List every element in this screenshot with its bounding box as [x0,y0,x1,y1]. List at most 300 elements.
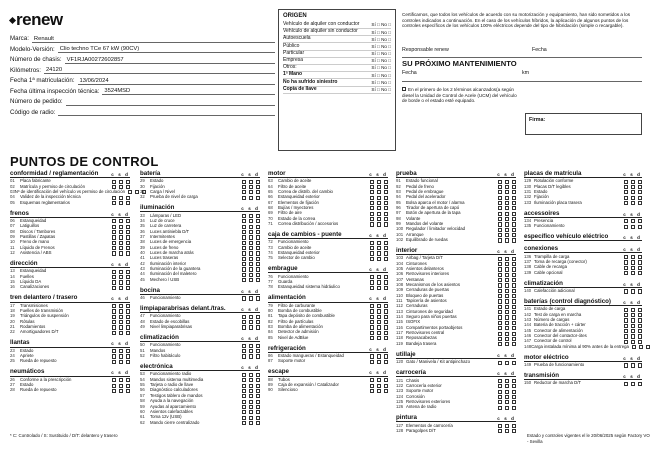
checkbox-c[interactable] [242,251,246,255]
header-field-value[interactable]: 3524MSD [102,87,275,95]
checkbox-d[interactable] [384,196,388,200]
checkbox-c[interactable] [242,230,246,234]
checkbox-s[interactable] [505,332,509,336]
checkbox-s[interactable] [119,196,123,200]
checkbox-c[interactable] [242,219,246,223]
checkbox-c[interactable] [498,337,502,341]
checkbox-s[interactable] [631,260,635,264]
checkbox-s[interactable] [631,308,635,312]
checkbox-s[interactable] [505,257,509,261]
checkbox-s[interactable] [249,219,253,223]
checkbox-s[interactable] [377,201,381,205]
checkbox-c[interactable] [112,309,116,313]
checkbox-d[interactable] [256,185,260,189]
checkbox-s[interactable] [377,304,381,308]
checkbox-d[interactable] [384,201,388,205]
checkbox-c[interactable] [370,320,374,324]
checkbox-s[interactable] [249,257,253,261]
checkbox-c[interactable] [242,354,246,358]
checkbox-d[interactable] [512,289,516,293]
checkbox-c[interactable] [112,196,116,200]
checkbox-c[interactable] [498,315,502,319]
checkbox-s[interactable] [631,340,635,344]
checkbox-d[interactable] [512,262,516,266]
checkbox-d[interactable] [384,331,388,335]
checkbox-c[interactable] [498,222,502,226]
checkbox-s[interactable] [377,389,381,393]
checkbox-c[interactable] [242,394,246,398]
checkbox-d[interactable] [256,354,260,358]
checkbox-s[interactable] [505,342,509,346]
checkbox-c[interactable] [112,219,116,223]
checkbox-c[interactable] [624,255,628,259]
origin-yes-no[interactable]: Sí □ No □ [371,51,391,57]
checkbox-s[interactable] [249,410,253,414]
checkbox-c[interactable] [370,378,374,382]
checkbox-s[interactable] [249,235,253,239]
checkbox-c[interactable] [370,325,374,329]
checkbox-s[interactable] [377,222,381,226]
checkbox-s[interactable] [119,389,123,393]
checkbox-s[interactable] [249,421,253,425]
checkbox-d[interactable] [512,337,516,341]
checkbox-s[interactable] [119,331,123,335]
checkbox-d[interactable] [512,190,516,194]
checkbox-s[interactable] [631,201,635,205]
checkbox-c[interactable] [498,321,502,325]
checkbox-d[interactable] [384,336,388,340]
checkbox-c[interactable] [370,257,374,261]
checkbox-c[interactable] [112,270,116,274]
checkbox-c[interactable] [242,400,246,404]
checkbox-s[interactable] [377,257,381,261]
checkbox-s[interactable] [119,180,123,184]
checkbox-c[interactable] [370,286,374,290]
checkbox-c[interactable] [242,410,246,414]
checkbox-s[interactable] [249,246,253,250]
checkbox-s[interactable] [119,235,123,239]
checkbox-d[interactable] [256,257,260,261]
checkbox-d[interactable] [126,354,130,358]
checkbox-s[interactable] [505,180,509,184]
checkbox-s[interactable] [505,212,509,216]
checkbox-d[interactable] [512,273,516,277]
checkbox-s[interactable] [505,206,509,210]
checkbox-s[interactable] [631,324,635,328]
checkbox-c[interactable] [498,379,502,383]
checkbox-c[interactable] [498,201,502,205]
checkbox-s[interactable] [377,280,381,284]
checkbox-c[interactable] [624,219,628,223]
origin-yes-no[interactable]: Sí □ No □ [371,29,391,35]
checkbox-s[interactable] [505,299,509,303]
checkbox-d[interactable] [256,180,260,184]
checkbox-d[interactable] [512,217,516,221]
checkbox-d[interactable] [256,246,260,250]
checkbox-d[interactable] [384,275,388,279]
checkbox-c[interactable] [370,354,374,358]
checkbox-s[interactable] [249,344,253,348]
checkbox-s[interactable] [377,185,381,189]
checkbox-c[interactable] [624,180,628,184]
checkbox-c[interactable] [242,349,246,353]
checkbox-c[interactable] [370,280,374,284]
checkbox-d[interactable] [384,246,388,250]
checkbox-c[interactable] [498,361,502,365]
checkbox-s[interactable] [119,201,123,205]
checkbox-s[interactable] [249,225,253,229]
checkbox-c[interactable] [370,206,374,210]
checkbox-c[interactable] [624,225,628,229]
checkbox-c[interactable] [498,238,502,242]
checkbox-c[interactable] [370,241,374,245]
checkbox-s[interactable] [505,395,509,399]
checkbox-s[interactable] [249,389,253,393]
checkbox-s[interactable] [377,246,381,250]
checkbox-s[interactable] [135,190,139,194]
checkbox-c[interactable] [498,185,502,189]
checkbox-c[interactable] [242,190,246,194]
checkbox-c[interactable] [370,360,374,364]
checkbox-d[interactable] [126,309,130,313]
checkbox-s[interactable] [505,315,509,319]
checkbox-c[interactable] [370,304,374,308]
checkbox-s[interactable] [119,251,123,255]
checkbox-s[interactable] [377,378,381,382]
checkbox-d[interactable] [638,225,642,229]
checkbox-c[interactable] [498,217,502,221]
checkbox-s[interactable] [249,405,253,409]
checkbox-c[interactable] [242,241,246,245]
checkbox-d[interactable] [512,185,516,189]
checkbox-c[interactable] [624,363,628,367]
checkbox-s[interactable] [505,305,509,309]
checkbox-s[interactable] [119,241,123,245]
checkbox-s[interactable] [377,206,381,210]
checkbox-d[interactable] [512,278,516,282]
checkbox-d[interactable] [126,251,130,255]
checkbox-c[interactable] [242,262,246,266]
checkbox-s[interactable] [119,315,123,319]
checkbox-s[interactable] [249,354,253,358]
checkbox-c[interactable] [498,406,502,410]
header-field-value[interactable]: VF1RJA00272602857 [65,56,275,64]
checkbox-d[interactable] [638,260,642,264]
checkbox-c[interactable] [242,378,246,382]
checkbox-c[interactable] [498,305,502,309]
checkbox-d[interactable] [512,361,516,365]
checkbox-d[interactable] [126,360,130,364]
header-field-value[interactable]: Clio techno TCe 67 kW (90CV) [58,45,275,53]
checkbox-d[interactable] [384,280,388,284]
checkbox-s[interactable] [505,185,509,189]
checkbox-c[interactable] [112,201,116,205]
checkbox-c[interactable] [242,225,246,229]
checkbox-d[interactable] [384,206,388,210]
checkbox-s[interactable] [631,190,635,194]
checkbox-c[interactable] [112,246,116,250]
checkbox-s[interactable] [249,230,253,234]
checkbox-s[interactable] [505,337,509,341]
checkbox-c[interactable] [498,332,502,336]
checkbox-d[interactable] [126,378,130,382]
checkbox-s[interactable] [249,378,253,382]
checkbox-c[interactable] [498,233,502,237]
checkbox-c[interactable] [624,318,628,322]
checkbox-d[interactable] [512,206,516,210]
checkbox-c[interactable] [242,185,246,189]
checkbox-s[interactable] [249,416,253,420]
checkbox-d[interactable] [256,262,260,266]
checkbox-s[interactable] [249,273,253,277]
checkbox-c[interactable] [242,389,246,393]
checkbox-c[interactable] [624,382,628,386]
checkbox-c[interactable] [242,325,246,329]
checkbox-c[interactable] [242,257,246,261]
checkbox-d[interactable] [384,389,388,393]
checkbox-s[interactable] [631,334,635,338]
origin-yes-no[interactable]: Sí □ No □ [371,79,391,85]
checkbox-s[interactable] [249,394,253,398]
checkbox-d[interactable] [512,267,516,271]
checkbox-c[interactable] [112,280,116,284]
checkbox-c[interactable] [498,273,502,277]
checkbox-c[interactable] [624,329,628,333]
checkbox-d[interactable] [126,315,130,319]
checkbox-d[interactable] [256,196,260,200]
checkbox-c[interactable] [498,262,502,266]
checkbox-d[interactable] [512,326,516,330]
checkbox-s[interactable] [249,278,253,282]
checkbox-d[interactable] [512,283,516,287]
checkbox-s[interactable] [377,360,381,364]
checkbox-d[interactable] [256,315,260,319]
checkbox-c[interactable] [370,180,374,184]
checkbox-d[interactable] [384,304,388,308]
checkbox-c[interactable] [112,180,116,184]
checkbox-c[interactable] [632,345,636,349]
checkbox-d[interactable] [512,390,516,394]
checkbox-s[interactable] [377,196,381,200]
checkbox-d[interactable] [638,329,642,333]
checkbox-s[interactable] [249,241,253,245]
header-field-value[interactable]: Renault [32,35,275,43]
checkbox-d[interactable] [512,201,516,205]
checkbox-d[interactable] [126,349,130,353]
checkbox-d[interactable] [384,185,388,189]
checkbox-d[interactable] [384,360,388,364]
checkbox-d[interactable] [638,308,642,312]
checkbox-d[interactable] [256,235,260,239]
checkbox-c[interactable] [242,273,246,277]
checkbox-c[interactable] [370,389,374,393]
checkbox-d[interactable] [126,185,130,189]
checkbox-c[interactable] [370,217,374,221]
checkbox-s[interactable] [249,196,253,200]
checkbox-d[interactable] [384,212,388,216]
checkbox-d[interactable] [256,349,260,353]
checkbox-d[interactable] [512,429,516,433]
checkbox-d[interactable] [126,325,130,329]
checkbox-c[interactable] [112,235,116,239]
checkbox-d[interactable] [256,225,260,229]
checkbox-s[interactable] [377,384,381,388]
checkbox-c[interactable] [242,278,246,282]
checkbox-c[interactable] [112,304,116,308]
origin-yes-no[interactable]: Sí □ No □ [371,22,391,28]
checkbox-d[interactable] [512,321,516,325]
checkbox-c[interactable] [498,212,502,216]
checkbox-s[interactable] [505,267,509,271]
checkbox-c[interactable] [498,257,502,261]
checkbox-c[interactable] [498,390,502,394]
checkbox-s[interactable] [377,286,381,290]
checkbox-s[interactable] [119,270,123,274]
checkbox-d[interactable] [638,318,642,322]
checkbox-s[interactable] [249,400,253,404]
checkbox-c[interactable] [242,214,246,218]
header-field-value[interactable]: 24120 [44,66,275,74]
checkbox-s[interactable] [631,180,635,184]
checkbox-c[interactable] [498,395,502,399]
checkbox-d[interactable] [638,340,642,344]
checkbox-s[interactable] [505,283,509,287]
origin-yes-no[interactable]: Sí □ No □ [371,65,391,71]
checkbox-d[interactable] [256,400,260,404]
checkbox-s[interactable] [505,190,509,194]
checkbox-s[interactable] [249,267,253,271]
checkbox-c[interactable] [498,228,502,232]
checkbox-d[interactable] [512,379,516,383]
checkbox-s[interactable] [505,196,509,200]
checkbox-s[interactable] [249,325,253,329]
checkbox-c[interactable] [112,354,116,358]
checkbox-s[interactable] [631,185,635,189]
checkbox-d[interactable] [256,416,260,420]
checkbox-c[interactable] [370,251,374,255]
checkbox-d[interactable] [126,389,130,393]
checkbox-s[interactable] [249,315,253,319]
checkbox-s[interactable] [377,325,381,329]
checkbox-c[interactable] [112,286,116,290]
checkbox-s[interactable] [631,196,635,200]
checkbox-s[interactable] [505,222,509,226]
checkbox-c[interactable] [498,267,502,271]
checkbox-c[interactable] [370,212,374,216]
checkbox-d[interactable] [256,410,260,414]
checkbox-c[interactable] [498,424,502,428]
origin-yes-no[interactable]: Sí □ No □ [371,43,391,49]
checkbox-s[interactable] [505,294,509,298]
checkbox-s[interactable] [377,320,381,324]
checkbox-s[interactable] [505,289,509,293]
checkbox-s[interactable] [377,212,381,216]
checkbox-s[interactable] [377,251,381,255]
checkbox-c[interactable] [498,384,502,388]
checkbox-s[interactable] [119,280,123,284]
checkbox-d[interactable] [512,424,516,428]
signature-box[interactable] [525,113,642,135]
checkbox-s[interactable] [505,262,509,266]
checkbox-d[interactable] [256,405,260,409]
checkbox-d[interactable] [126,331,130,335]
checkbox-d[interactable] [512,233,516,237]
checkbox-c[interactable] [370,331,374,335]
checkbox-d[interactable] [384,325,388,329]
checkbox-s[interactable] [377,354,381,358]
checkbox-c[interactable] [498,294,502,298]
checkbox-d[interactable] [126,320,130,324]
header-field-value[interactable] [66,98,275,106]
checkbox-d[interactable] [256,190,260,194]
checkbox-s[interactable] [505,424,509,428]
checkbox-s[interactable] [377,336,381,340]
checkbox-c[interactable] [242,196,246,200]
checkbox-d[interactable] [126,196,130,200]
checkbox-d[interactable] [384,354,388,358]
checkbox-s[interactable] [505,310,509,314]
note-checkbox[interactable] [402,87,406,91]
checkbox-d[interactable] [512,180,516,184]
checkbox-d[interactable] [126,230,130,234]
origin-yes-no[interactable]: Sí □ No □ [371,58,391,64]
checkbox-d[interactable] [512,332,516,336]
checkbox-d[interactable] [638,219,642,223]
checkbox-c[interactable] [242,405,246,409]
checkbox-c[interactable] [242,384,246,388]
checkbox-c[interactable] [624,185,628,189]
checkbox-d[interactable] [638,196,642,200]
checkbox-s[interactable] [377,275,381,279]
checkbox-c[interactable] [498,206,502,210]
checkbox-c[interactable] [242,320,246,324]
checkbox-c[interactable] [370,315,374,319]
checkbox-d[interactable] [384,251,388,255]
checkbox-d[interactable] [256,394,260,398]
checkbox-d[interactable] [126,280,130,284]
checkbox-d[interactable] [384,378,388,382]
checkbox-s[interactable] [119,275,123,279]
checkbox-s[interactable] [505,228,509,232]
checkbox-d[interactable] [126,270,130,274]
checkbox-s[interactable] [119,378,123,382]
checkbox-d[interactable] [638,180,642,184]
checkbox-d[interactable] [638,334,642,338]
checkbox-c[interactable] [498,299,502,303]
checkbox-d[interactable] [638,363,642,367]
checkbox-s[interactable] [631,329,635,333]
checkbox-d[interactable] [126,275,130,279]
checkbox-s[interactable] [505,321,509,325]
checkbox-d[interactable] [256,251,260,255]
checkbox-d[interactable] [638,201,642,205]
checkbox-c[interactable] [242,373,246,377]
checkbox-s[interactable] [505,384,509,388]
checkbox-d[interactable] [512,400,516,404]
checkbox-s[interactable] [631,382,635,386]
checkbox-c[interactable] [370,201,374,205]
checkbox-d[interactable] [638,255,642,259]
checkbox-d[interactable] [256,219,260,223]
checkbox-s[interactable] [505,429,509,433]
origin-yes-no[interactable]: Sí □ No □ [371,72,391,78]
checkbox-s[interactable] [505,201,509,205]
checkbox-s[interactable] [505,390,509,394]
checkbox-d[interactable] [512,238,516,242]
checkbox-s[interactable] [631,313,635,317]
checkbox-s[interactable] [505,273,509,277]
checkbox-s[interactable] [119,304,123,308]
